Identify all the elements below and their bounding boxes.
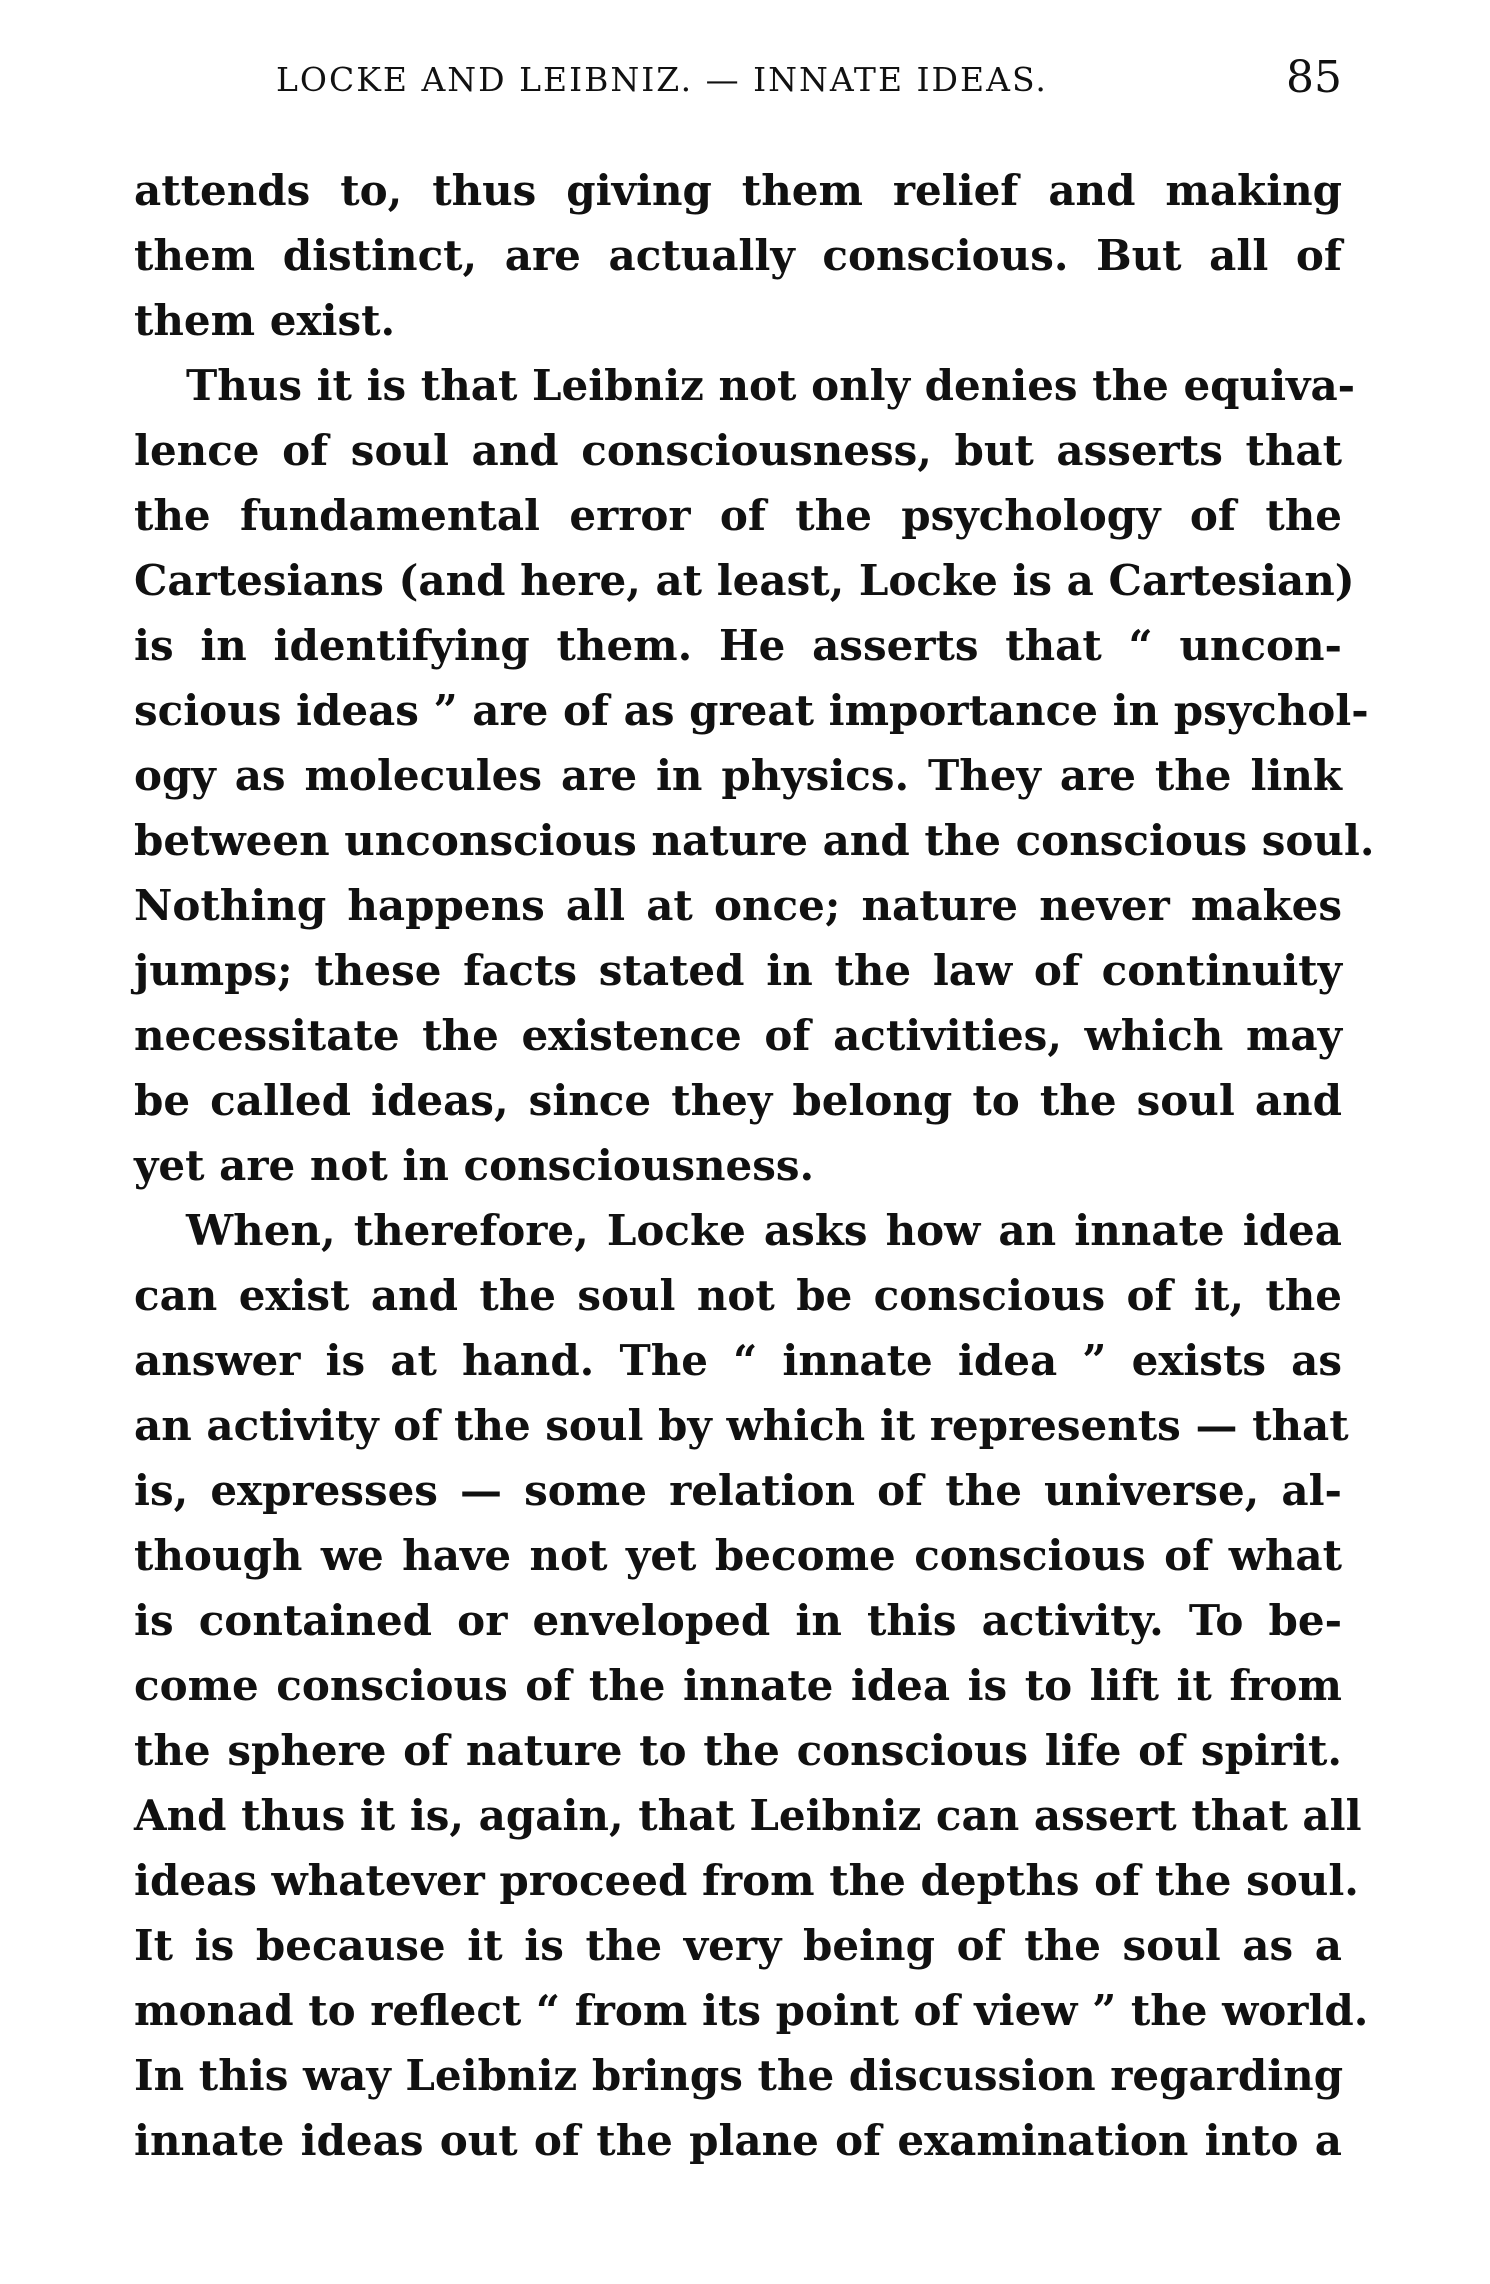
text-line: between unconscious nature and the conscious soul.: [134, 816, 1375, 865]
text-line: come conscious of the innate idea is to lift it from: [134, 1661, 1342, 1710]
page-number: 85: [1286, 52, 1342, 103]
text-line: yet are not in consciousness.: [134, 1141, 815, 1190]
page-header: [134, 52, 1342, 112]
text-line: monad to reflect “ from its point of view ” the world.: [134, 1986, 1369, 2035]
text-line: scious ideas ” are of as great importance in psychol-: [134, 686, 1369, 735]
text-line: them exist.: [134, 296, 396, 345]
text-line: the sphere of nature to the conscious life of spirit.: [134, 1726, 1342, 1775]
running-head: LOCKE AND LEIBNIZ. — INNATE IDEAS.: [276, 60, 1048, 99]
text-line: In this way Leibniz brings the discussion regarding: [134, 2051, 1344, 2100]
text-line: necessitate the existence of activities, which may: [134, 1011, 1342, 1060]
text-line: innate ideas out of the plane of examination into a: [134, 2116, 1342, 2165]
text-line: Cartesians (and here, at least, Locke is a Cartesian): [134, 556, 1355, 605]
text-line: though we have not yet become conscious of what: [134, 1531, 1342, 1580]
text-line: ideas whatever proceed from the depths of the soul.: [134, 1856, 1359, 1905]
text-line: Nothing happens all at once; nature never makes: [134, 881, 1342, 930]
text-line: can exist and the soul not be conscious of it, the: [134, 1271, 1342, 1320]
text-line: the fundamental error of the psychology of the: [134, 491, 1342, 540]
body-text: [134, 158, 1375, 2173]
text-line: And thus it is, again, that Leibniz can assert that all: [134, 1791, 1362, 1840]
text-line: lence of soul and consciousness, but asserts that: [134, 426, 1342, 475]
text-line: ogy as molecules are in physics. They are the link: [134, 751, 1342, 800]
text-line: is, expresses — some relation of the universe, al-: [134, 1466, 1342, 1515]
text-line: be called ideas, since they belong to the soul and: [134, 1076, 1342, 1125]
text-line: is in identifying them. He asserts that “ uncon-: [134, 621, 1342, 670]
text-line: is contained or enveloped in this activity. To be-: [134, 1596, 1342, 1645]
text-line: answer is at hand. The “ innate idea ” exists as: [134, 1336, 1342, 1385]
text-line: an activity of the soul by which it represents — that: [134, 1401, 1349, 1450]
text-line: Thus it is that Leibniz not only denies the equiva-: [186, 361, 1356, 410]
text-line: jumps; these facts stated in the law of continuity: [134, 946, 1342, 995]
text-line: them distinct, are actually conscious. But all of: [134, 231, 1342, 280]
text-line: When, therefore, Locke asks how an innate idea: [186, 1206, 1342, 1255]
text-line: attends to, thus giving them relief and making: [134, 166, 1342, 215]
text-line: It is because it is the very being of the soul as a: [134, 1921, 1342, 1970]
